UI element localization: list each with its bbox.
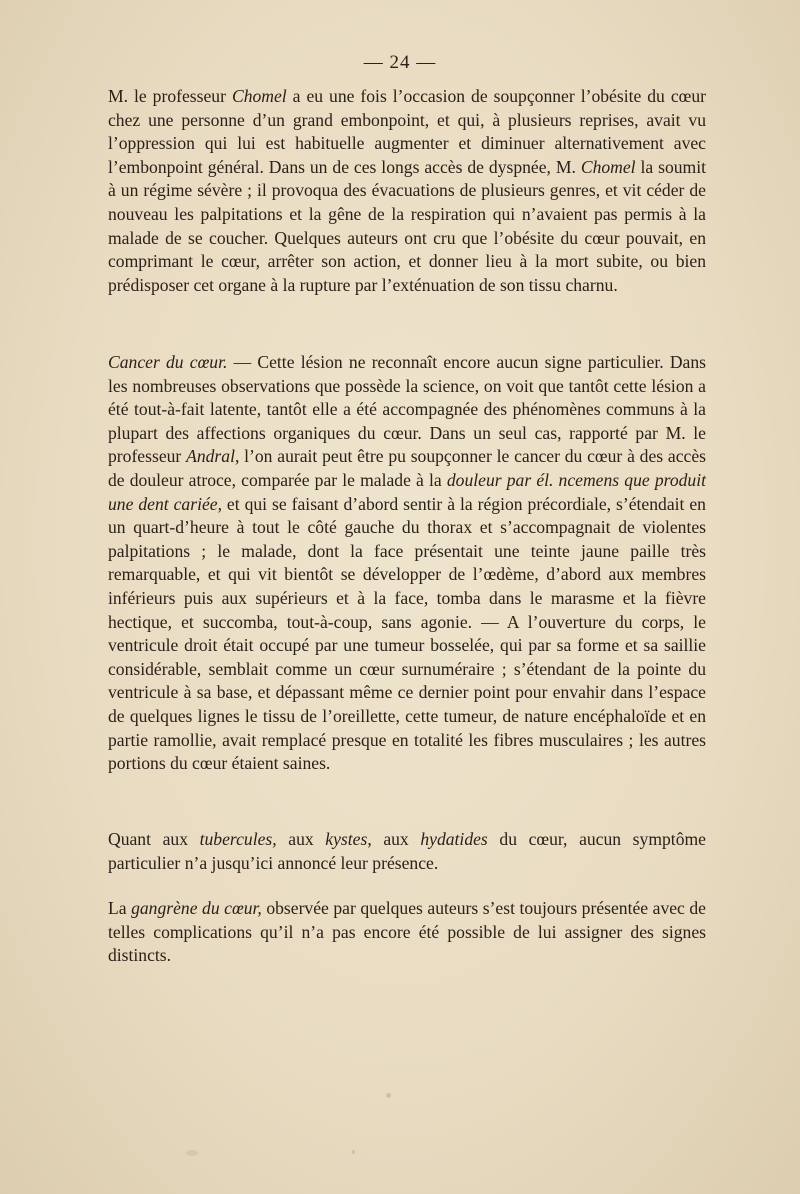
italic-text: gangrène du cœur, [131, 898, 262, 918]
text-segment: a eu une fois l’occasion de soupçonner l’obésite du cœur chez une personne d’un grand embonpoint, et qui, à plusieurs reprises, avait vu l’oppression qui lui est habituelle augmenter et diminuer alternativement avec l’embonpoint général. Dans un de ces longs accès de dyspnée, M. [108, 86, 706, 177]
paragraph-gangrene [108, 897, 706, 968]
italic-text: douleur par él. ncemens que produit une dent cariée, [108, 469, 706, 514]
paper-stain [352, 1150, 355, 1154]
paragraph-text [108, 85, 706, 297]
text-segment: aux [276, 829, 326, 849]
italic-text: Chomel [580, 156, 636, 177]
text-segment: et qui se faisant d’abord sentir à la région précordiale, s’étendait en un quart-d’heure à tout le côté gauche du thorax et s’accompagnait de violentes palpitations ; le malade, dont la face présentait une teinte jaune paille très remarquable, et qui vit bientôt se développer de l’œdème, d’abord aux membres inférieurs puis aux supérieurs et à la face, tomba dans le marasme et la fièvre hectique, et succomba, tout-à-coup, sans agonie. — A l’ouverture du corps, le ventricule droit était occupé par une tumeur bosselée, qui par sa forme et sa saillie considérable, semblait comme un cœur surnuméraire ; s’étendant de la pointe du ventricule à sa base, et dépassant même ce dernier point pour envahir dans l’espace de quelques lignes le tissu de l’oreillette, cette tumeur, de nature encéphaloïde et en partie ramollie, avait remplacé presque en totalité les fibres musculaires ; les autres portions du cœur étaient saines. [108, 493, 706, 774]
paragraph-cancer [108, 351, 706, 776]
text-segment: Quant aux [108, 829, 200, 849]
text-segment: , l’on aurait peut être pu soupçonner le cancer du cœur à des accès de douleur atroce, comparée par le malade à la [108, 446, 706, 490]
text-segment: — Cette lésion ne reconnaît encore aucun signe particulier. Dans les nombreuses observations que possède la science, on voit que tantôt cette lésion a été tout-à-fait latente, tantôt elle a été accompagnée des phénomènes communs à la plupart des affections organiques du cœur. Dans un seul cas, rapporté par M. le professeur [108, 352, 706, 467]
text-segment: La [108, 898, 132, 918]
paragraph-text [108, 351, 706, 776]
italic-text: Andral [186, 446, 235, 467]
paragraph-obesity [108, 85, 706, 297]
text-segment: la soumit à un régime sévère ; il provoqua des évacuations de plusieurs genres, et vit céder de nouveau les palpitations et la gêne de la respiration qui n’avaient pas permis à la malade de se coucher. Quelques auteurs ont cru que l’obésite du cœur pouvait, en comprimant le cœur, arrêter son action, et donner lieu à la mort subite, ou bien prédisposer cet organe à la rupture par l’exténuation de son tissu charnu. [108, 156, 707, 295]
text-segment: , aux [367, 829, 421, 849]
paper-stain [186, 1150, 198, 1156]
paper-stain [386, 1093, 391, 1098]
paragraph-tubercules [108, 828, 706, 875]
italic-text: Chomel [231, 86, 287, 106]
italic-text: tubercules, [199, 829, 277, 849]
italic-text: kystes [325, 829, 368, 849]
italic-text: Cancer du cœur. [108, 352, 228, 372]
paragraph-text [108, 828, 706, 875]
page-number: — 24 — [363, 52, 437, 73]
paragraph-text [108, 897, 706, 968]
text-segment: observée par quelques auteurs s’est toujours présentée avec de telles complications qu’il n’a pas encore été possible de lui assigner des signes distincts. [108, 898, 706, 966]
italic-text: hydatides [420, 829, 488, 849]
text-segment: M. le professeur [108, 86, 232, 106]
text-segment: du cœur, aucun symptôme particulier n’a jusqu’ici annoncé leur présence. [108, 829, 706, 873]
